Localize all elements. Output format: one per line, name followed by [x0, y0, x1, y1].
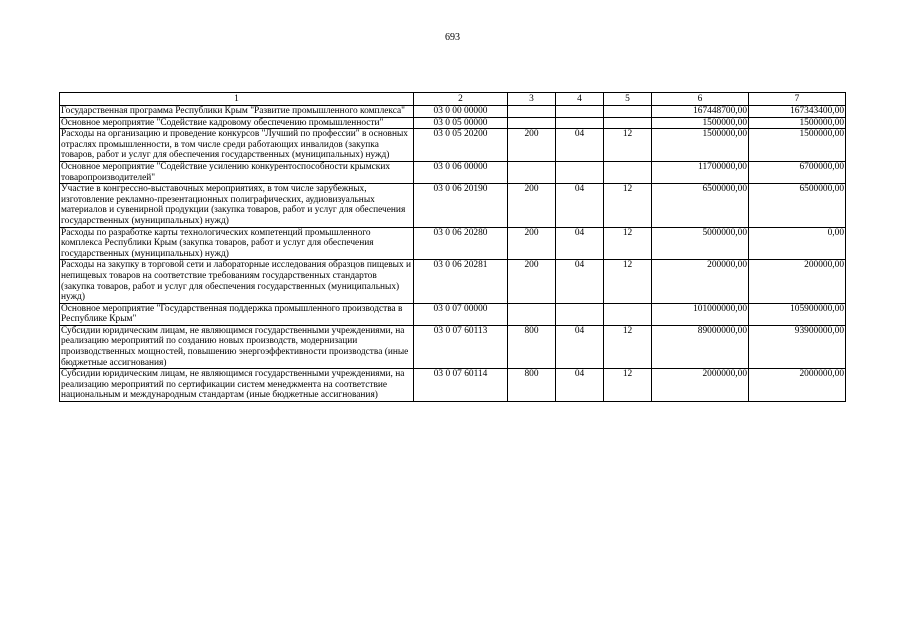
header-cell: 6 — [652, 93, 749, 106]
table-row — [60, 260, 846, 303]
row-c4: 04 — [556, 227, 604, 260]
row-value-6: 1500000,00 — [652, 117, 749, 129]
budget-table — [59, 92, 846, 402]
row-value-7: 200000,00 — [749, 260, 846, 303]
row-code: 03 0 06 20190 — [414, 184, 508, 227]
header-cell: 5 — [604, 93, 652, 106]
row-code: 03 0 05 20200 — [414, 129, 508, 162]
header-row — [60, 93, 846, 106]
row-c3 — [508, 106, 556, 118]
row-value-7: 6500000,00 — [749, 184, 846, 227]
row-value-6: 6500000,00 — [652, 184, 749, 227]
header-cell: 4 — [556, 93, 604, 106]
row-code: 03 0 05 00000 — [414, 117, 508, 129]
row-value-7: 1500000,00 — [749, 129, 846, 162]
row-name: Основное мероприятие "Содействие усилению конкурентоспособности крымских товаропроизводителей" — [60, 161, 414, 183]
row-c5: 12 — [604, 227, 652, 260]
row-c3 — [508, 303, 556, 325]
row-code: 03 0 06 20280 — [414, 227, 508, 260]
row-name: Участие в конгрессно-выставочных мероприятиях, в том числе зарубежных, изготовление рекламно-презентационных полиграфических, аудиовизуальных материалов и сувенирной продукции (закупка товаров, работ и услуг для обеспечения государственных (муниципальных) нужд) — [60, 184, 414, 227]
table-row — [60, 117, 846, 129]
row-value-7: 0,00 — [749, 227, 846, 260]
row-value-6: 101000000,00 — [652, 303, 749, 325]
row-value-6: 1500000,00 — [652, 129, 749, 162]
row-c5: 12 — [604, 260, 652, 303]
row-name: Основное мероприятие "Содействие кадровому обеспечению промышленности" — [60, 117, 414, 129]
row-c4: 04 — [556, 369, 604, 402]
row-value-6: 11700000,00 — [652, 161, 749, 183]
row-value-6: 2000000,00 — [652, 369, 749, 402]
row-c4 — [556, 117, 604, 129]
row-c4: 04 — [556, 184, 604, 227]
row-c4: 04 — [556, 325, 604, 368]
row-code: 03 0 00 00000 — [414, 106, 508, 118]
row-c5: 12 — [604, 325, 652, 368]
row-c3: 200 — [508, 129, 556, 162]
row-c3: 800 — [508, 325, 556, 368]
page-number: 693 — [445, 32, 460, 43]
row-c3: 200 — [508, 260, 556, 303]
row-c5: 12 — [604, 184, 652, 227]
row-c4 — [556, 161, 604, 183]
row-value-7: 2000000,00 — [749, 369, 846, 402]
row-value-7: 1500000,00 — [749, 117, 846, 129]
header-cell: 7 — [749, 93, 846, 106]
row-code: 03 0 07 60113 — [414, 325, 508, 368]
row-c4 — [556, 106, 604, 118]
table-row — [60, 369, 846, 402]
row-c5 — [604, 303, 652, 325]
row-value-7: 105900000,00 — [749, 303, 846, 325]
row-c3: 200 — [508, 227, 556, 260]
row-value-6: 5000000,00 — [652, 227, 749, 260]
row-name: Субсидии юридическим лицам, не являющимся государственными учреждениями, на реализацию мероприятий по созданию новых производств, модернизации производственных мощностей, повышению энергоэффективности производства (иные бюджетные ассигнования) — [60, 325, 414, 368]
row-value-7: 93900000,00 — [749, 325, 846, 368]
row-value-6: 89000000,00 — [652, 325, 749, 368]
row-name: Государственная программа Республики Крым "Развитие промышленного комплекса" — [60, 106, 414, 118]
row-c3 — [508, 161, 556, 183]
row-code: 03 0 07 60114 — [414, 369, 508, 402]
row-name: Расходы на организацию и проведение конкурсов "Лучший по профессии" в основных отраслях промышленности, в том числе среди работающих инвалидов (закупка товаров, работ и услуг для обеспечения государственных (муниципальных) нужд) — [60, 129, 414, 162]
row-name: Расходы по разработке карты технологических компетенций промышленного комплекса Республики Крым (закупка товаров, работ и услуг для обеспечения государственных (муниципальных) нужд) — [60, 227, 414, 260]
row-value-6: 200000,00 — [652, 260, 749, 303]
row-value-6: 167448700,00 — [652, 106, 749, 118]
header-cell: 1 — [60, 93, 414, 106]
row-value-7: 6700000,00 — [749, 161, 846, 183]
table-row — [60, 303, 846, 325]
row-value-7: 167343400,00 — [749, 106, 846, 118]
row-c5: 12 — [604, 369, 652, 402]
row-c4: 04 — [556, 129, 604, 162]
row-name: Основное мероприятие "Государственная поддержка промышленного производства в Республике Крым" — [60, 303, 414, 325]
header-cell: 3 — [508, 93, 556, 106]
row-c3: 800 — [508, 369, 556, 402]
row-name: Расходы на закупку в торговой сети и лабораторные исследования образцов пищевых и непищевых товаров на соответствие требованиям государственных стандартов (закупка товаров, работ и услуг для обеспечения государственных (муниципальных) нужд) — [60, 260, 414, 303]
table-row — [60, 129, 846, 162]
row-c3: 200 — [508, 184, 556, 227]
row-code: 03 0 06 20281 — [414, 260, 508, 303]
row-c5: 12 — [604, 129, 652, 162]
row-c3 — [508, 117, 556, 129]
row-c5 — [604, 161, 652, 183]
row-c5 — [604, 117, 652, 129]
row-name: Субсидии юридическим лицам, не являющимся государственными учреждениями, на реализацию мероприятий по сертификации систем менеджмента на соответствие национальным и международным стандартам (иные бюджетные ассигнования) — [60, 369, 414, 402]
table-row — [60, 325, 846, 368]
row-c5 — [604, 106, 652, 118]
row-code: 03 0 07 00000 — [414, 303, 508, 325]
row-c4: 04 — [556, 260, 604, 303]
table-row — [60, 227, 846, 260]
table-row — [60, 106, 846, 118]
row-c4 — [556, 303, 604, 325]
header-cell: 2 — [414, 93, 508, 106]
table-row — [60, 161, 846, 183]
row-code: 03 0 06 00000 — [414, 161, 508, 183]
table-row — [60, 184, 846, 227]
